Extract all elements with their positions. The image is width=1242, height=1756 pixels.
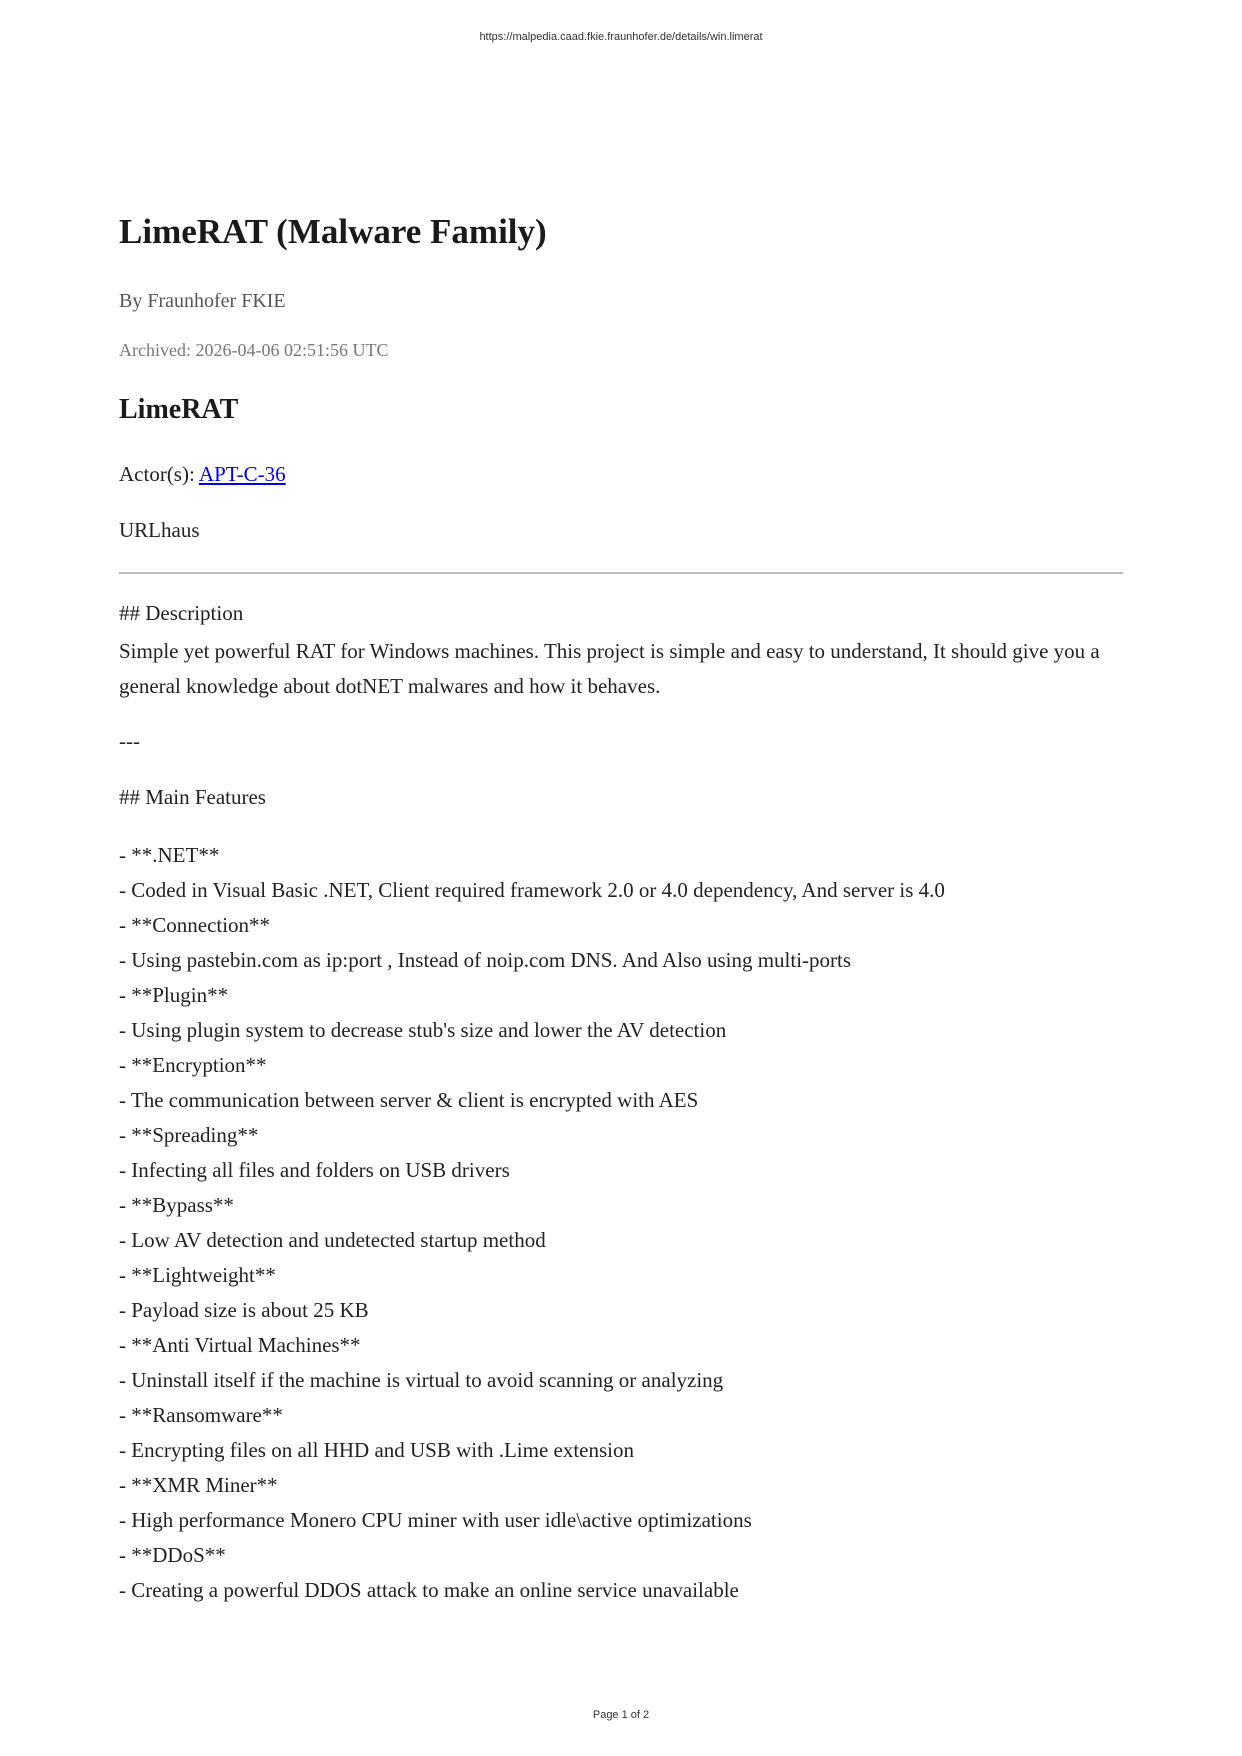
feature-line: - Payload size is about 25 KB — [119, 1298, 369, 1322]
feature-line: - Using pastebin.com as ip:port , Instead of noip.com DNS. And Also using multi-ports — [119, 948, 852, 972]
feature-line: - The communication between server & client is encrypted with AES — [119, 1088, 699, 1112]
feature-line: - Using plugin system to decrease stub's size and lower the AV detection — [119, 1018, 727, 1042]
feature-line: - Infecting all files and folders on USB drivers — [119, 1158, 510, 1182]
feature-line: - **Encryption** — [119, 1053, 267, 1077]
markdown-separator: --- — [119, 729, 140, 753]
feature-line: - High performance Monero CPU miner with user idle\active optimizations — [119, 1508, 752, 1532]
actors-line — [119, 462, 286, 487]
feature-line: - Creating a powerful DDOS attack to make an online service unavailable — [119, 1578, 739, 1602]
feature-line: - Encrypting files on all HHD and USB with .Lime extension — [119, 1438, 635, 1462]
feature-line: - **XMR Miner** — [119, 1473, 278, 1497]
feature-line: - **.NET** — [119, 843, 220, 867]
feature-line: - Coded in Visual Basic .NET, Client required framework 2.0 or 4.0 dependency, And server is 4.0 — [119, 878, 945, 902]
page-title: LimeRAT (Malware Family) — [119, 212, 547, 251]
feature-line: - **DDoS** — [119, 1543, 226, 1567]
feature-line: - **Lightweight** — [119, 1263, 276, 1287]
description-text: Simple yet powerful RAT for Windows machines. This project is simple and easy to understand, It should give you a general knowledge about dotNET malwares and how it behaves. — [119, 639, 1100, 698]
feature-line: - **Spreading** — [119, 1123, 259, 1147]
section-title: LimeRAT — [119, 394, 239, 425]
feature-line: - **Ransomware** — [119, 1403, 283, 1427]
actors-label: Actor(s): — [119, 462, 195, 486]
feature-line: - Uninstall itself if the machine is virtual to avoid scanning or analyzing — [119, 1368, 724, 1392]
feature-line: - **Anti Virtual Machines** — [119, 1333, 361, 1357]
page-indicator: Page 1 of 2 — [592, 1709, 650, 1721]
description-heading: ## Description — [119, 601, 244, 625]
urlhaus-label: URLhaus — [119, 518, 200, 542]
horizontal-divider — [119, 572, 1123, 574]
features-heading: ## Main Features — [119, 785, 266, 809]
page-url-header: https://malpedia.caad.fkie.fraunhofer.de/details/win.limerat — [479, 31, 763, 43]
archived-timestamp: Archived: 2026-04-06 02:51:56 UTC — [119, 340, 389, 360]
actor-link-apt-c-36[interactable]: APT-C-36 — [198, 462, 286, 486]
feature-line: - Low AV detection and undetected startup method — [119, 1228, 546, 1252]
feature-line: - **Bypass** — [119, 1193, 234, 1217]
feature-line: - **Connection** — [119, 913, 271, 937]
byline: By Fraunhofer FKIE — [119, 290, 286, 312]
feature-list — [119, 838, 945, 1608]
feature-line: - **Plugin** — [119, 983, 229, 1007]
